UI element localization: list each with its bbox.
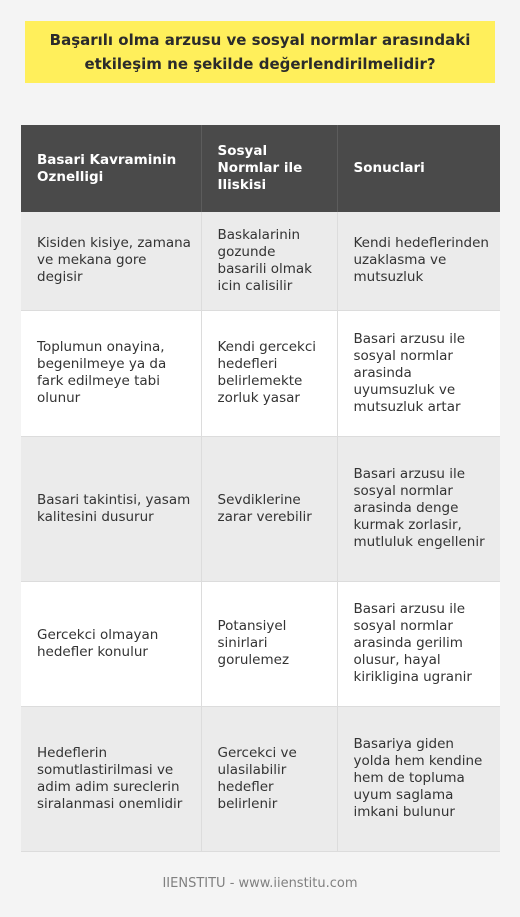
column-header: Sosyal Normlar ile Iliskisi [201, 125, 337, 212]
table-cell: Gercekci ve ulasilabilir hedefler belirlenir [201, 706, 337, 851]
table-header-row [21, 125, 500, 212]
table-row [21, 436, 500, 581]
table-cell: Kendi hedeflerinden uzaklasma ve mutsuzluk [337, 212, 500, 310]
table-cell: Sevdiklerine zarar verebilir [201, 436, 337, 581]
table-cell: Gercekci olmayan hedefler konulur [21, 581, 201, 706]
table-cell: Toplumun onayina, begenilmeye ya da fark edilmeye tabi olunur [21, 310, 201, 436]
table-cell: Basari takintisi, yasam kalitesini dusurur [21, 436, 201, 581]
table-cell: Basari arzusu ile sosyal normlar arasinda uyumsuzluk ve mutsuzluk artar [337, 310, 500, 436]
table-cell: Kisiden kisiye, zamana ve mekana gore degisir [21, 212, 201, 310]
table-row [21, 212, 500, 310]
table-cell: Potansiyel sinirlari gorulemez [201, 581, 337, 706]
table-cell: Basari arzusu ile sosyal normlar arasinda denge kurmak zorlasir, mutluluk engellenir [337, 436, 500, 581]
page-title [25, 21, 495, 83]
table-cell: Basari arzusu ile sosyal normlar arasinda gerilim olusur, hayal kirikligina ugranir [337, 581, 500, 706]
table-cell: Basariya giden yolda hem kendine hem de topluma uyum saglama imkani bulunur [337, 706, 500, 851]
footer-credit: IIENSTITU - www.iienstitu.com [162, 876, 358, 891]
table-row [21, 581, 500, 706]
table-row [21, 310, 500, 436]
table-cell: Baskalarinin gozunde basarili olmak icin calisilir [201, 212, 337, 310]
table-cell: Hedeflerin somutlastirilmasi ve adim adim sureclerin siralanmasi onemlidir [21, 706, 201, 851]
table-row [21, 706, 500, 851]
column-header: Basari Kavraminin Oznelligi [21, 125, 201, 212]
comparison-table [21, 125, 500, 852]
table-cell: Kendi gercekci hedefleri belirlemekte zorluk yasar [201, 310, 337, 436]
column-header: Sonuclari [337, 125, 500, 212]
page-title-text: Başarılı olma arzusu ve sosyal normlar arasındaki etkileşim ne şekilde değerlendirilmelidir? [49, 31, 471, 73]
